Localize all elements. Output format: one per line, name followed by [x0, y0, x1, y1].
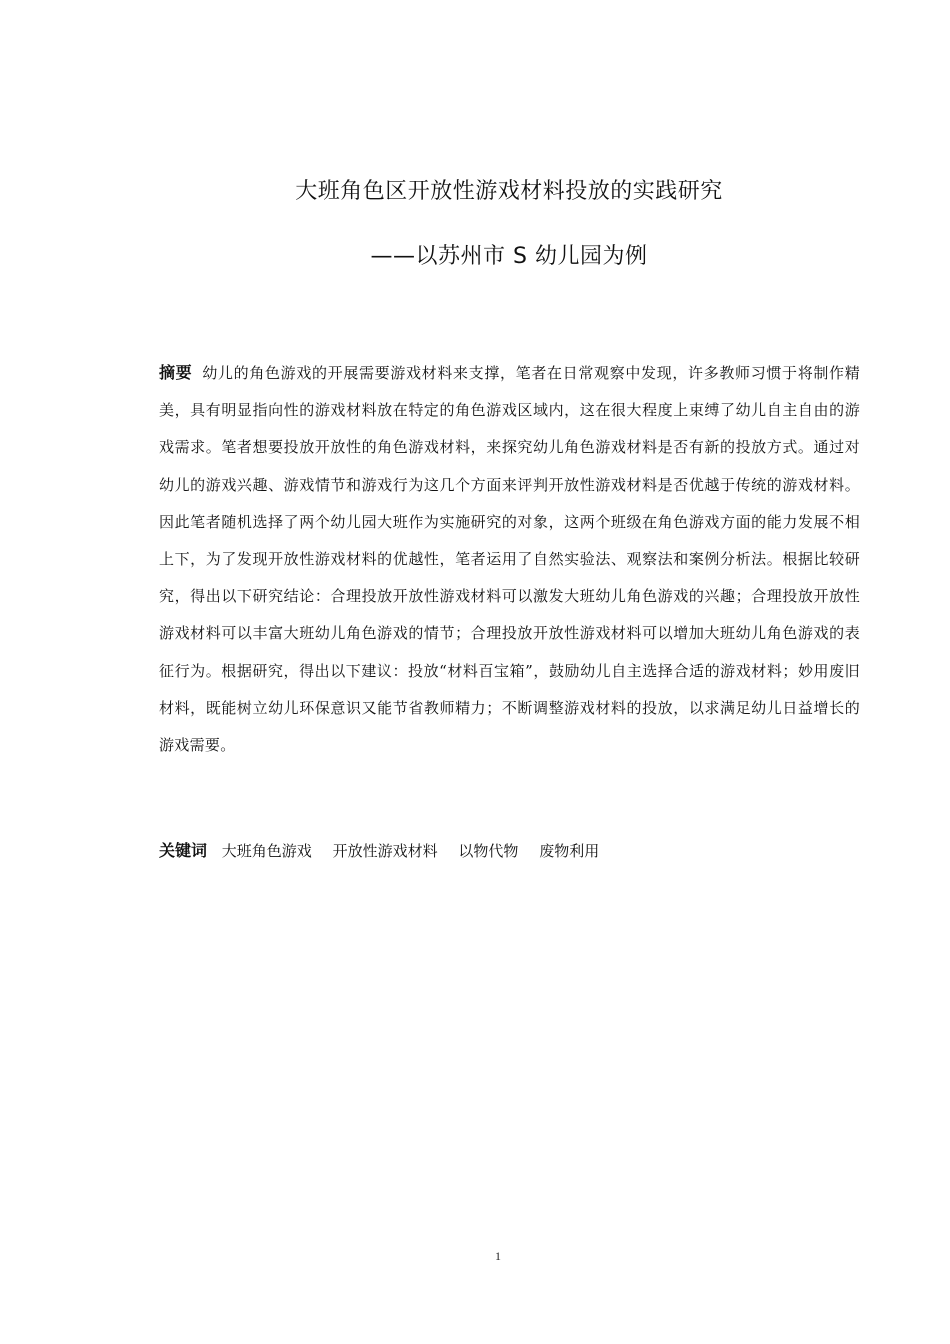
- keyword-item: 以物代物: [458, 842, 519, 860]
- keywords-label: 关键词: [159, 841, 208, 860]
- abstract-section: [159, 354, 860, 764]
- keywords-section: [159, 836, 860, 866]
- abstract-label: 摘要: [159, 363, 193, 382]
- paper-title: 大班角色区开放性游戏材料投放的实践研究: [295, 179, 723, 204]
- page-number: [0, 1249, 950, 1264]
- abstract-text: 幼儿的角色游戏的开展需要游戏材料来支撑，笔者在日常观察中发现，许多教师习惯于将制作精美，具有明显指向性的游戏材料放在特定的角色游戏区域内，这在很大程度上束缚了幼儿自主自由的游戏需求。笔者想要投放开放性的角色游戏材料，来探究幼儿角色游戏材料是否有新的投放方式。通过对幼儿的游戏兴趣、游戏情节和游戏行为这几个方面来评判开放性游戏材料是否优越于传统的游戏材料。因此笔者随机选择了两个幼儿园大班作为实施研究的对象，这两个班级在角色游戏方面的能力发展不相上下，为了发现开放性游戏材料的优越性，笔者运用了自然实验法、观察法和案例分析法。根据比较研究，得出以下研究结论：合理投放开放性游戏材料可以激发大班幼儿角色游戏的兴趣；合理投放开放性游戏材料可以丰富大班幼儿角色游戏的情节；合理投放开放性游戏材料可以增加大班幼儿角色游戏的表征行为。根据研究，得出以下建议：投放“材料百宝箱”，鼓励幼儿自主选择合适的游戏材料；妙用废旧材料，既能树立幼儿环保意识又能节省教师精力；不断调整游戏材料的投放，以求满足幼儿日益增长的游戏需要。: [159, 364, 860, 755]
- keyword-item: 大班角色游戏: [221, 842, 312, 860]
- keyword-item: 废物利用: [539, 842, 600, 860]
- page-number-text: 1: [495, 1249, 501, 1263]
- keyword-item: 开放性游戏材料: [332, 842, 438, 860]
- paper-subtitle: ——以苏州市 S 幼儿园为例: [370, 244, 648, 269]
